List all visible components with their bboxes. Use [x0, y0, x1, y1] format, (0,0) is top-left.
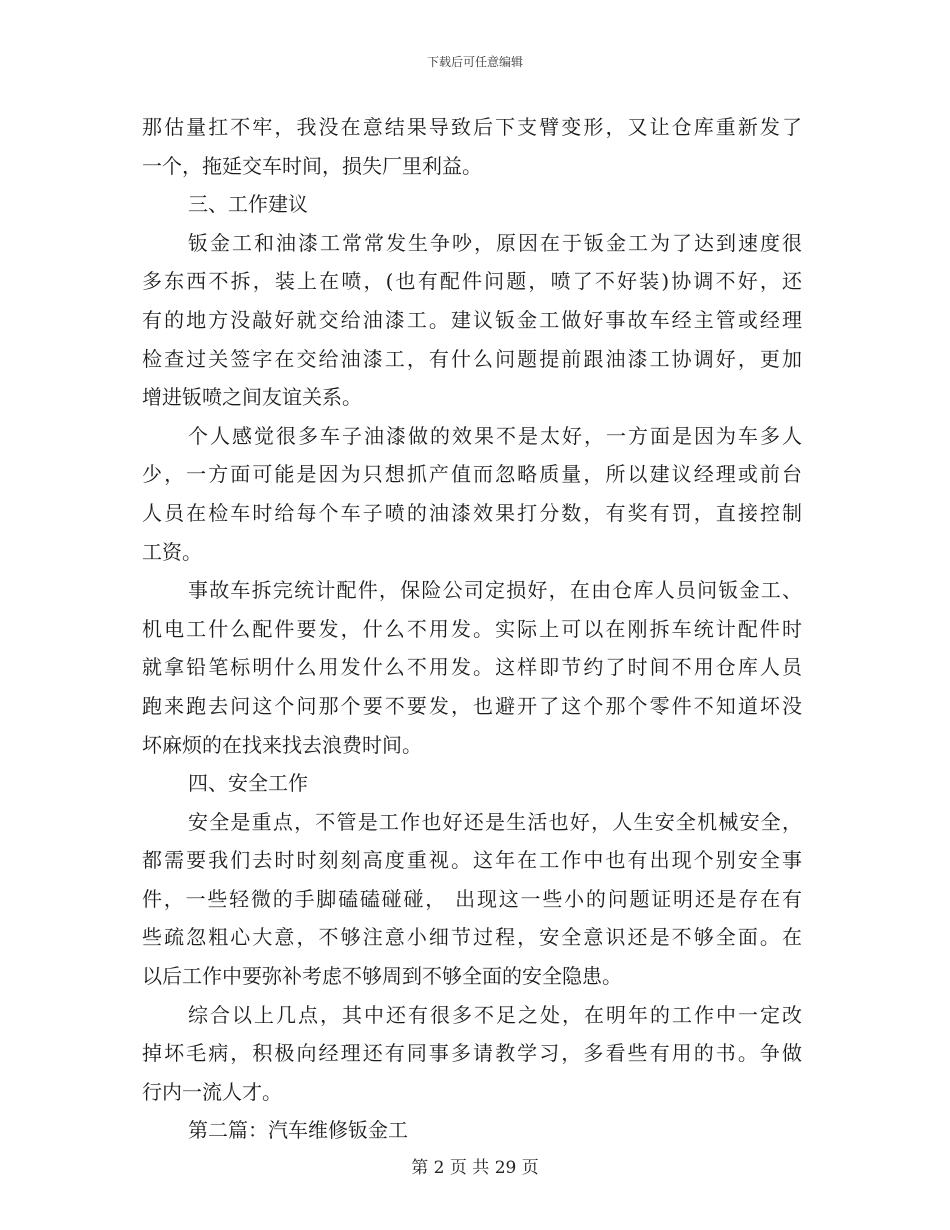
text-line: 增进钣喷之间友谊关系。: [142, 385, 362, 410]
text-line: 一个，拖延交车时间，损失厂里利益。: [142, 153, 482, 178]
text-line: 以后工作中要弥补考虑不够周到不够全面的安全隐患。: [142, 964, 622, 989]
text-line: 检查过关签字在交给油漆工，有什么问题提前跟油漆工协调好，更加: [142, 346, 802, 371]
text-line: 掉坏毛病，积极向经理还有同事多请教学习，多看些有用的书。争做: [142, 1041, 802, 1066]
page-number: 第 2 页 共 29 页: [411, 1158, 539, 1178]
text-line: 人员在检车时给每个车子喷的油漆效果打分数，有奖有罚，直接控制: [142, 500, 802, 525]
text-line: 少，一方面可能是因为只想抓产值而忽略质量，所以建议经理或前台: [142, 462, 802, 487]
text-line: 都需要我们去时时刻刻高度重视。这年在工作中也有出现个别安全事: [142, 848, 802, 873]
text-line: 那估量扛不牢，我没在意结果导致后下支臂变形，又让仓库重新发了: [142, 115, 802, 139]
text-line: 工资。: [142, 539, 202, 564]
text-line: 就拿铅笔标明什么用发什么不用发。这样即节约了时间不用仓库人员: [142, 655, 802, 680]
text-line: 多东西不拆，装上在喷，(也有配件问题，喷了不好装)协调不好，还: [142, 269, 802, 294]
text-line: 有的地方没敲好就交给油漆工。建议钣金工做好事故车经主管或经理: [142, 307, 802, 332]
paragraph-first-line: 钣金工和油漆工常常发生争吵，原因在于钣金工为了达到速度很: [188, 230, 802, 255]
text-line: 机电工什么配件要发，什么不用发。实际上可以在刚拆车统计配件时: [142, 616, 802, 641]
paragraph-first-line: 个人感觉很多车子油漆做的效果不是太好，一方面是因为车多人: [188, 423, 802, 448]
section-heading: 四、安全工作: [188, 771, 308, 796]
document-body: [142, 108, 802, 1150]
section-heading: 三、工作建议: [188, 192, 308, 217]
page-header: 下载后可任意编辑: [426, 55, 523, 69]
paragraph-first-line: 安全是重点，不管是工作也好还是生活也好，人生安全机械安全，: [188, 809, 802, 834]
paragraph-first-line: 事故车拆完统计配件，保险公司定损好，在由仓库人员问钣金工、: [188, 578, 802, 603]
text-line: 件，一些轻微的手脚磕磕碰碰， 出现这一些小的问题证明还是存在有: [142, 886, 802, 911]
text-line: 些疏忽粗心大意，不够注意小细节过程，安全意识还是不够全面。在: [142, 925, 802, 950]
text-line: 行内一流人才。: [142, 1079, 282, 1104]
section-heading: 第二篇：汽车维修钣金工: [188, 1118, 408, 1143]
text-line: 坏麻烦的在找来找去浪费时间。: [142, 732, 422, 757]
text-line: 跑来跑去问这个问那个要不要发，也避开了这个那个零件不知道坏没: [142, 693, 802, 718]
paragraph-first-line: 综合以上几点，其中还有很多不足之处，在明年的工作中一定改: [188, 1002, 802, 1027]
